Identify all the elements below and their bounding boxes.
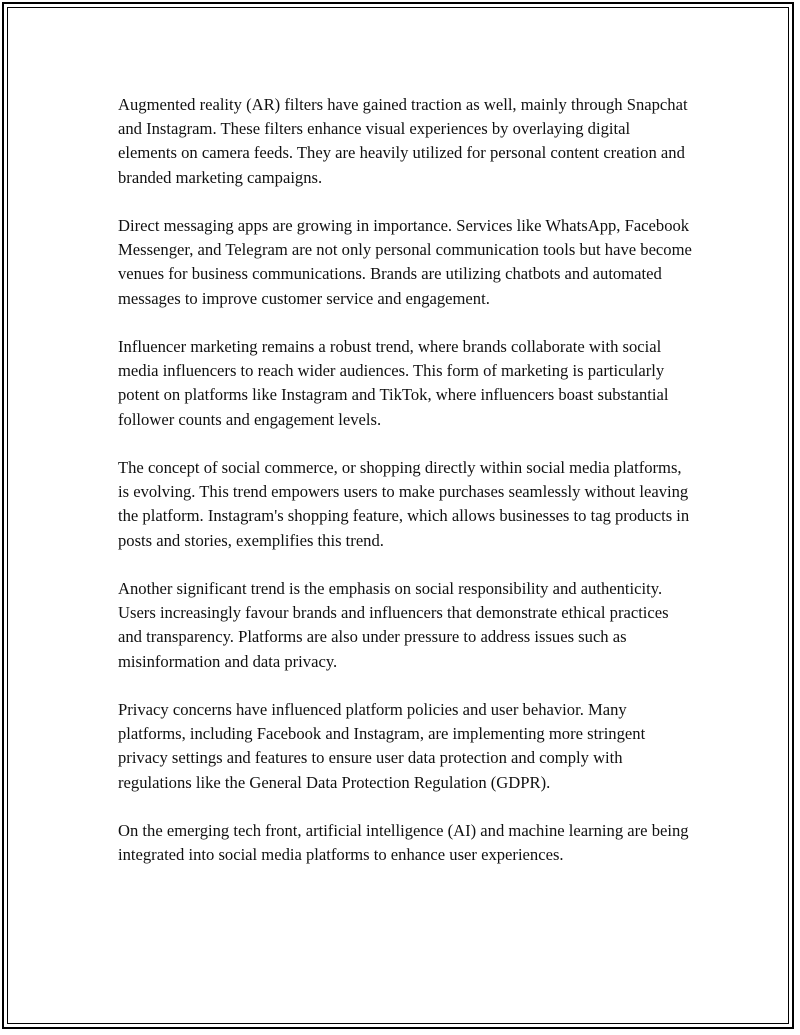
- paragraph-ar-filters: Augmented reality (AR) filters have gained traction as well, mainly through Snapchat and Instagram. These filters enhance visual experiences by overlaying digital elements on camera feeds. They are heavily utilized for personal content creation and branded marketing campaigns.: [118, 95, 688, 187]
- paragraph-social-responsibility: Another significant trend is the emphasis on social responsibility and authenticity. Users increasingly favour brands and influencers that demonstrate ethical practices and transparency. Platforms are also under pressure to address issues such as misinformation and data privacy.: [118, 579, 669, 671]
- document-body: [118, 93, 693, 892]
- paragraph-emerging-tech: On the emerging tech front, artificial intelligence (AI) and machine learning are being integrated into social media platforms to enhance user experiences.: [118, 821, 689, 865]
- paragraph-privacy-concerns: Privacy concerns have influenced platform policies and user behavior. Many platforms, including Facebook and Instagram, are implementing more stringent privacy settings and features to ensure user data protection and comply with regulations like the General Data Protection Regulation (GDPR).: [118, 700, 646, 792]
- paragraph-social-commerce: The concept of social commerce, or shopping directly within social media platforms, is evolving. This trend empowers users to make purchases seamlessly without leaving the platform. Instagram's shopping feature, which allows businesses to tag products in posts and stories, exemplifies this trend.: [118, 458, 690, 550]
- paragraph-influencer-marketing: Influencer marketing remains a robust trend, where brands collaborate with social media influencers to reach wider audiences. This form of marketing is particularly potent on platforms like Instagram and TikTok, where influencers boast substantial follower counts and engagement levels.: [118, 337, 669, 429]
- paragraph-direct-messaging: Direct messaging apps are growing in importance. Services like WhatsApp, Facebook Messenger, and Telegram are not only personal communication tools but have become venues for business communications. Brands are utilizing chatbots and automated messages to improve customer service and engagement.: [118, 216, 692, 308]
